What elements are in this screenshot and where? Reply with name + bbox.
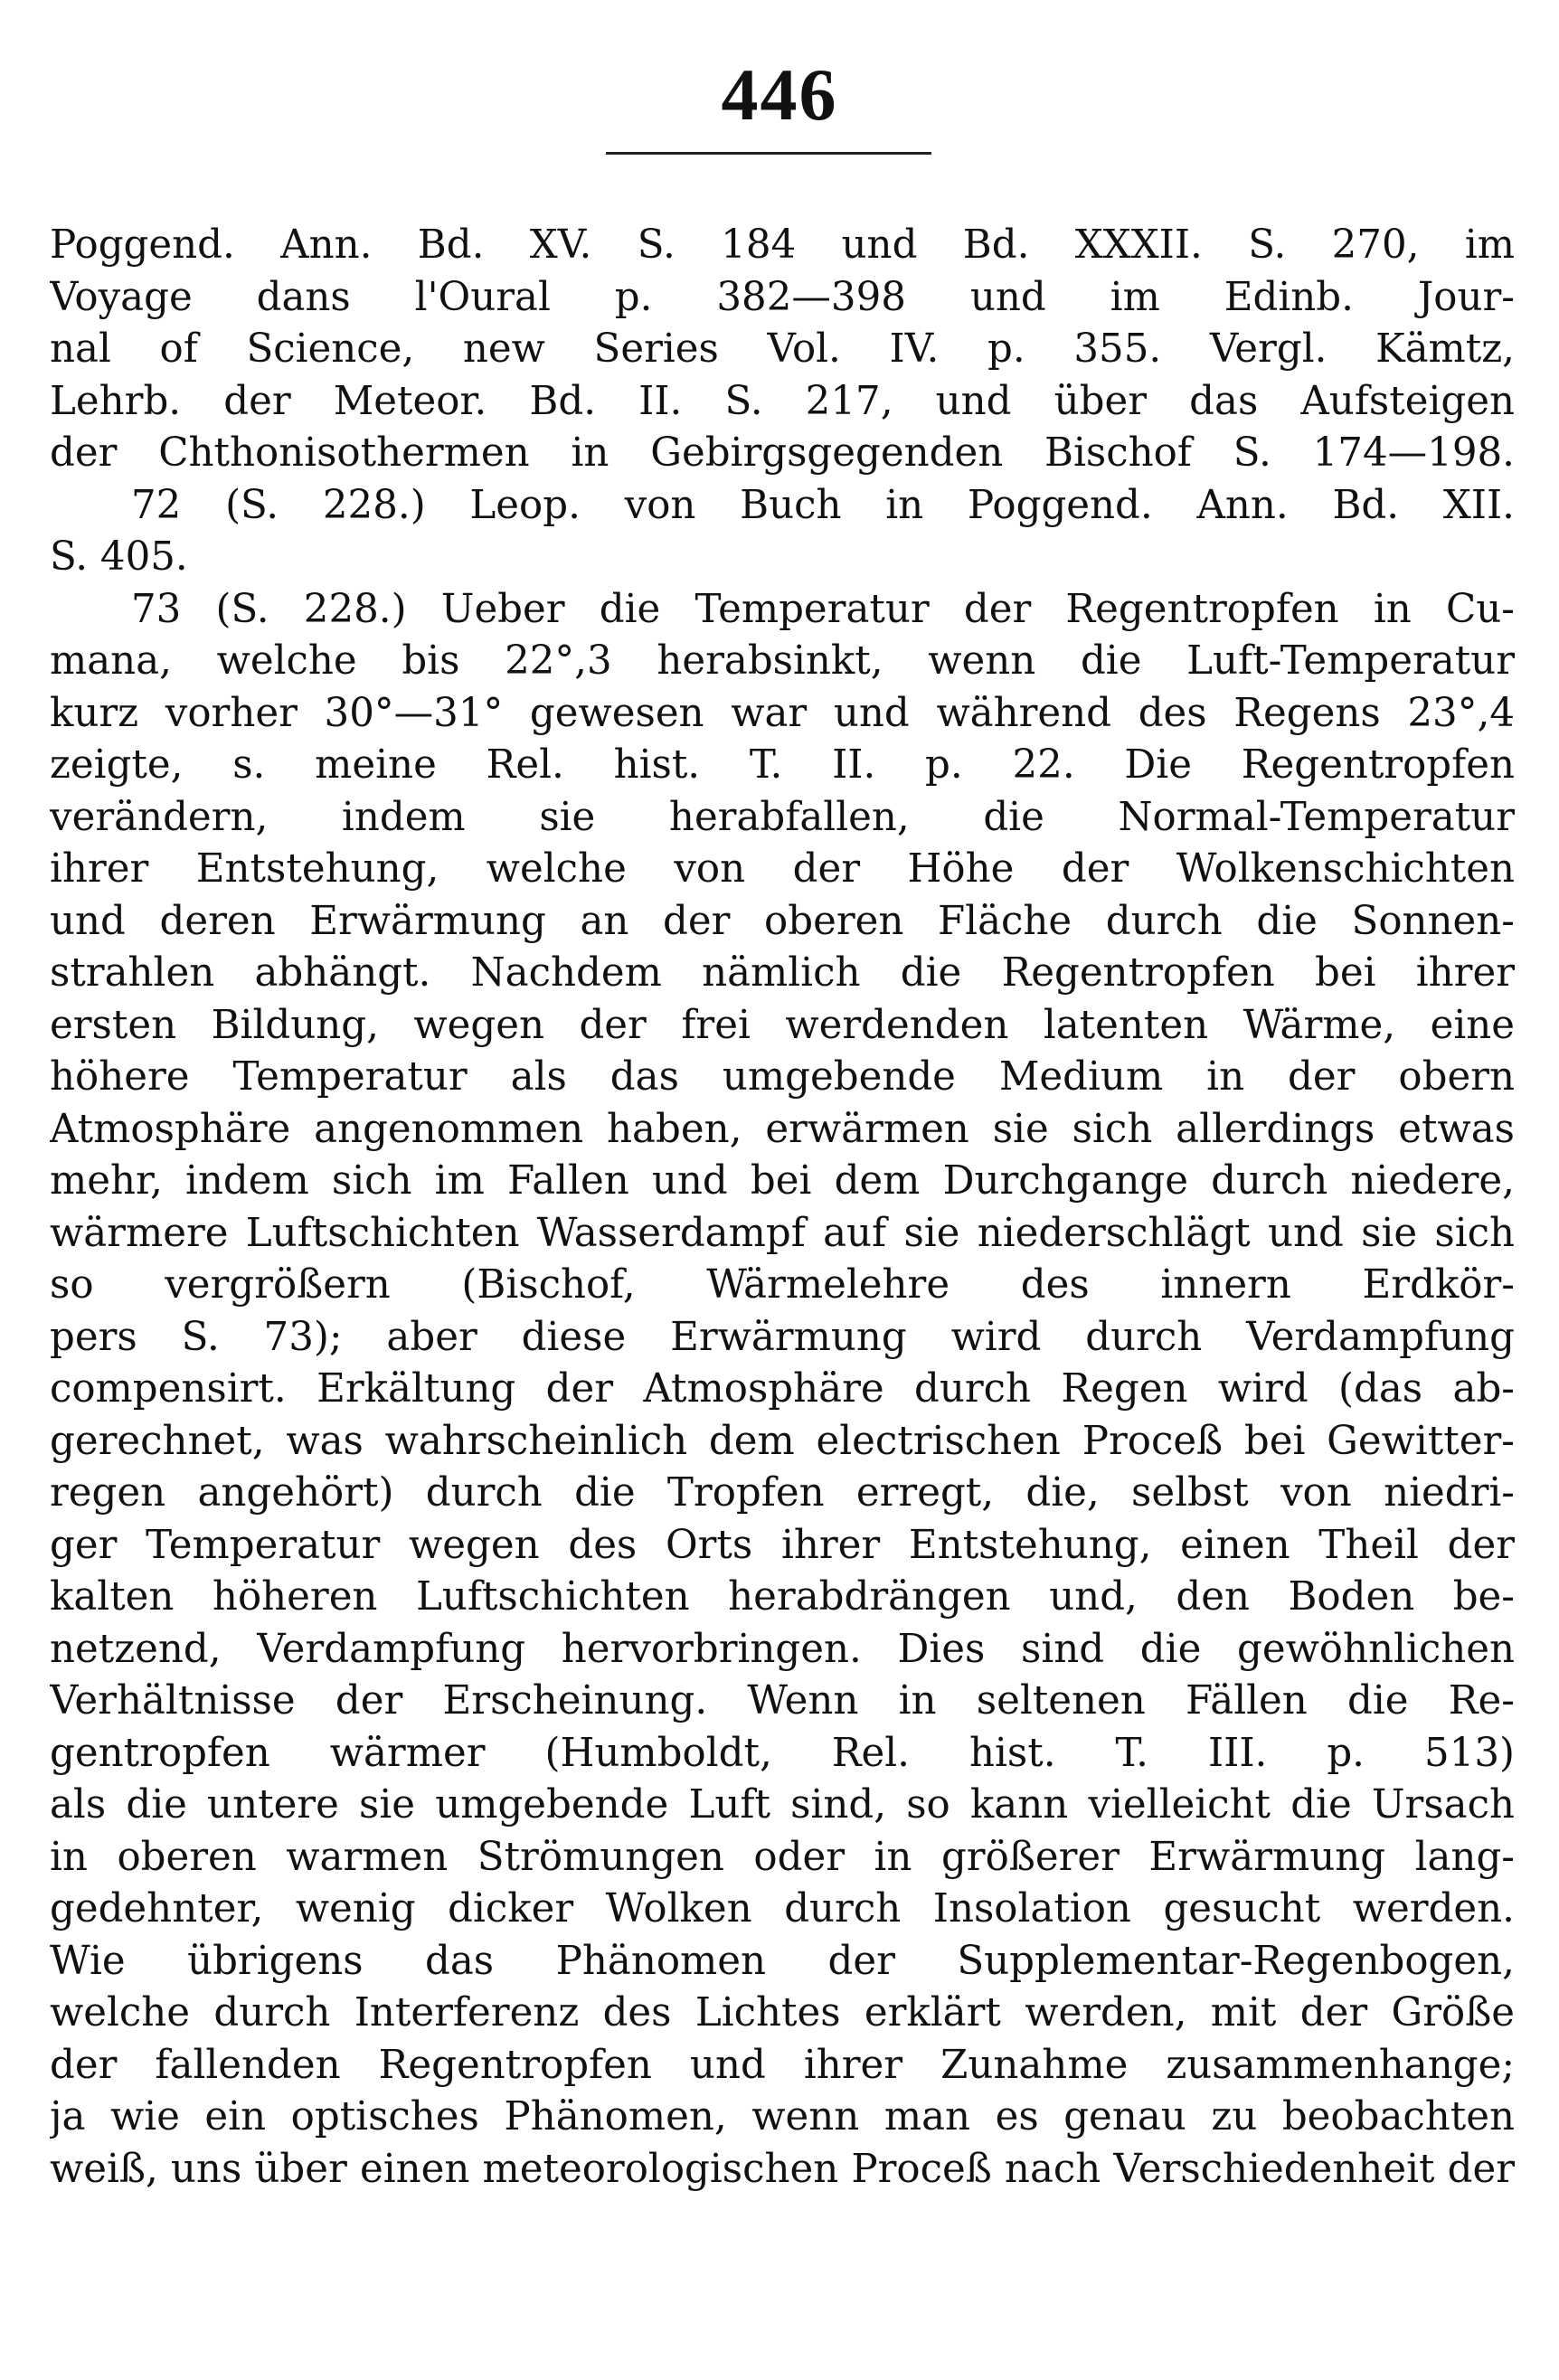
text-line: strahlen abhängt. Nachdem nämlich die Regentropfen bei ihrer: [50, 950, 1515, 996]
text-line: Wie übrigens das Phänomen der Supplementar-Regenbogen,: [50, 1938, 1515, 1984]
text-line: Voyage dans l'Oural p. 382—398 und im Edinb. Jour-: [50, 274, 1515, 320]
text-line: S. 405.: [50, 534, 188, 580]
footnote-text: [50, 220, 1515, 2196]
text-line: nal of Science, new Series Vol. IV. p. 355. Vergl. Kämtz,: [50, 326, 1515, 372]
text-line: ger Temperatur wegen des Orts ihrer Entstehung, einen Theil der: [50, 1522, 1515, 1568]
text-line: regen angehört) durch die Tropfen erregt, die, selbst von niedri-: [50, 1470, 1515, 1516]
text-line: 72 (S. 228.) Leop. von Buch in Poggend. Ann. Bd. XII.: [131, 482, 1515, 528]
text-line: netzend, Verdampfung hervorbringen. Dies sind die gewöhnlichen: [50, 1626, 1515, 1672]
text-line: verändern, indem sie herabfallen, die Normal-Temperatur: [50, 794, 1515, 840]
text-line: ja wie ein optisches Phänomen, wenn man es genau zu beobachten: [50, 2094, 1515, 2139]
text-line: compensirt. Erkältung der Atmosphäre durch Regen wird (das ab-: [50, 1366, 1515, 1412]
text-line: Poggend. Ann. Bd. XV. S. 184 und Bd. XXXII. S. 270, im: [50, 222, 1515, 268]
text-line: gedehnter, wenig dicker Wolken durch Insolation gesucht werden.: [50, 1886, 1515, 1931]
text-line: ersten Bildung, wegen der frei werdenden latenten Wärme, eine: [50, 1002, 1515, 1048]
text-line: Verhältnisse der Erscheinung. Wenn in seltenen Fällen die Re-: [50, 1678, 1515, 1724]
text-line: mana, welche bis 22°,3 herabsinkt, wenn die Luft-Temperatur: [50, 638, 1515, 684]
text-line: Lehrb. der Meteor. Bd. II. S. 217, und über das Aufsteigen: [50, 378, 1515, 424]
text-line: welche durch Interferenz des Lichtes erklärt werden, mit der Größe: [50, 1990, 1515, 2035]
text-line: wärmere Luftschichten Wasserdampf auf sie niederschlägt und sie sich: [50, 1210, 1515, 1256]
text-line: pers S. 73); aber diese Erwärmung wird durch Verdampfung: [50, 1314, 1515, 1360]
text-line: höhere Temperatur als das umgebende Medium in der obern: [50, 1054, 1515, 1100]
text-line: und deren Erwärmung an der oberen Fläche durch die Sonnen-: [50, 898, 1515, 944]
text-line: der Chthonisothermen in Gebirgsgegenden Bischof S. 174—198.: [50, 430, 1515, 476]
text-line: ihrer Entstehung, welche von der Höhe der Wolkenschichten: [50, 846, 1515, 892]
text-line: als die untere sie umgebende Luft sind, so kann vielleicht die Ursach: [50, 1782, 1515, 1828]
text-line: Atmosphäre angenommen haben, erwärmen sie sich allerdings etwas: [50, 1106, 1515, 1152]
text-line: kurz vorher 30°—31° gewesen war und während des Regens 23°,4: [50, 690, 1515, 736]
text-line: der fallenden Regentropfen und ihrer Zunahme zusammenhange;: [50, 2042, 1515, 2088]
header-rule: [606, 152, 931, 155]
text-line: so vergrößern (Bischof, Wärmelehre des innern Erdkör-: [50, 1262, 1515, 1308]
text-line: mehr, indem sich im Fallen und bei dem Durchgange durch niedere,: [50, 1158, 1515, 1204]
text-line: gerechnet, was wahrscheinlich dem electrischen Proceß bei Gewitter-: [50, 1418, 1515, 1464]
text-line: gentropfen wärmer (Humboldt, Rel. hist. T. III. p. 513): [50, 1730, 1515, 1776]
text-line: weiß, uns über einen meteorologischen Proceß nach Verschiedenheit der: [50, 2146, 1515, 2192]
text-line: in oberen warmen Strömungen oder in größerer Erwärmung lang-: [50, 1834, 1515, 1880]
text-line: 73 (S. 228.) Ueber die Temperatur der Regentropfen in Cu-: [131, 586, 1515, 632]
text-line: zeigte, s. meine Rel. hist. T. II. p. 22. Die Regentropfen: [50, 742, 1515, 788]
page-number: 446: [721, 53, 838, 136]
text-line: kalten höheren Luftschichten herabdrängen und, den Boden be-: [50, 1574, 1515, 1620]
